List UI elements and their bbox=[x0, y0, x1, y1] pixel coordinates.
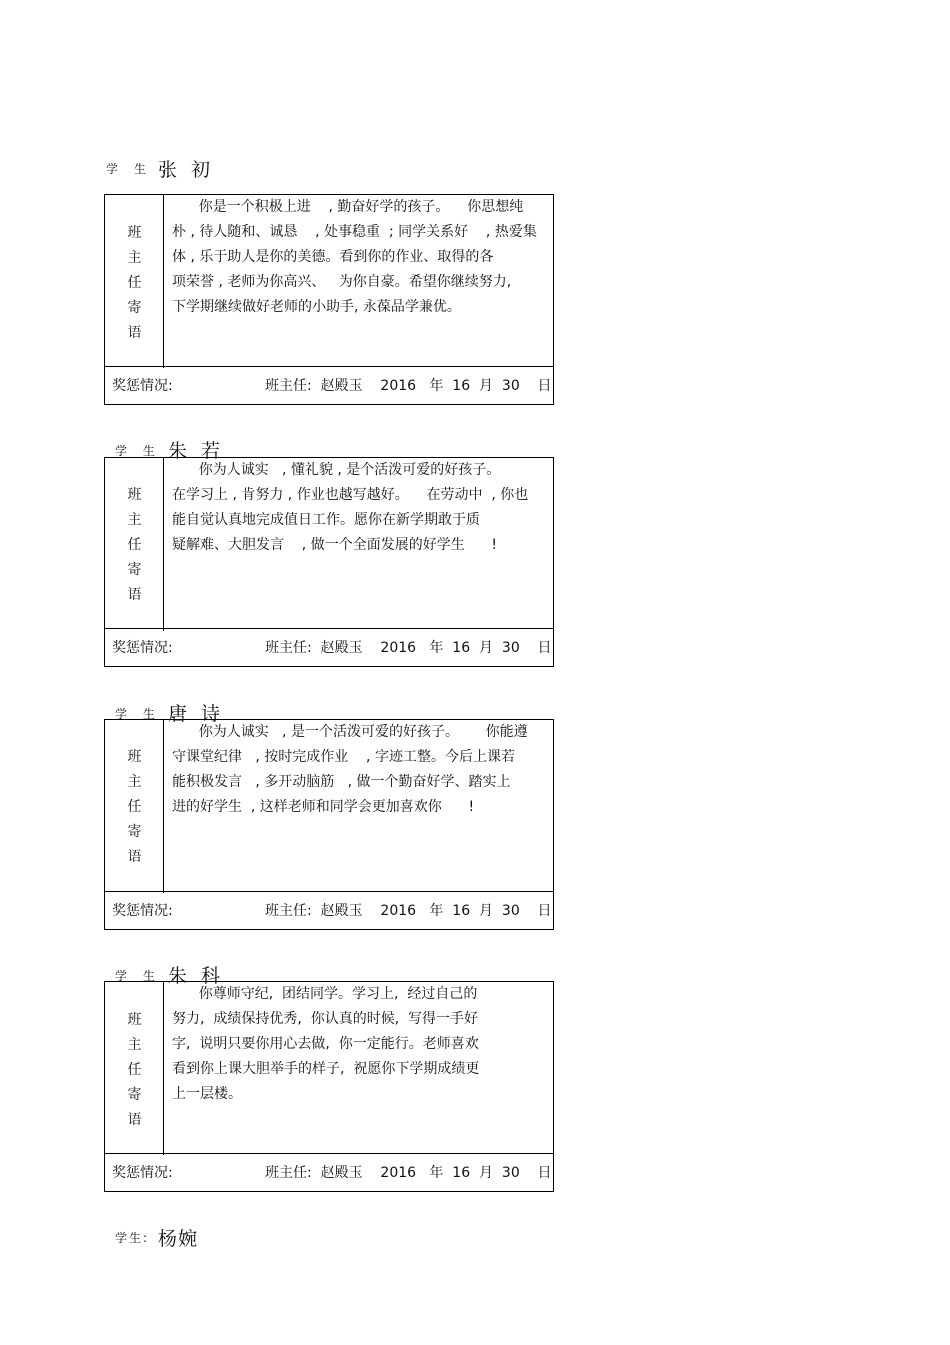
comment-line: 在学习上 , 肯努力 , 作业也越写越好。 在劳动中 , 你也 bbox=[172, 487, 529, 503]
comment-line: 你为人诚实 , 懂礼貌 , 是个活泼可爱的好孩子。 bbox=[172, 462, 501, 478]
comment-line: 字, 说明只要你用心去做, 你一定能行。老师喜欢 bbox=[172, 1036, 479, 1052]
side-label-char: 语 bbox=[127, 849, 142, 865]
side-label-char: 主 bbox=[127, 250, 142, 266]
side-label-char: 语 bbox=[127, 325, 142, 341]
side-label bbox=[105, 458, 164, 631]
student-name: 张 初 bbox=[158, 159, 215, 181]
awards-label: 奖惩情况: bbox=[112, 1165, 173, 1181]
comment-line: 能自觉认真地完成值日工作。愿你在新学期敢于质 bbox=[172, 512, 480, 528]
teacher-signature: 班主任: 赵殿玉 2016 年 16 月 30 日 bbox=[265, 1165, 552, 1181]
comment-line: 努力, 成绩保持优秀, 你认真的时候, 写得一手好 bbox=[172, 1011, 479, 1027]
side-label-char: 主 bbox=[127, 774, 142, 790]
awards-label: 奖惩情况: bbox=[112, 903, 173, 919]
card-footer bbox=[105, 1153, 553, 1191]
side-label-char: 寄 bbox=[127, 562, 142, 578]
comment-line: 你是一个积极上进 , 勤奋好学的孩子。 你思想纯 bbox=[172, 199, 524, 215]
side-label-char: 任 bbox=[127, 799, 142, 815]
student-name: 朱 若 bbox=[168, 440, 225, 462]
side-label-char: 任 bbox=[127, 275, 142, 291]
student-label: 学 生 : bbox=[115, 707, 181, 721]
awards-label: 奖惩情况: bbox=[112, 640, 173, 656]
comment-card bbox=[104, 981, 554, 1192]
side-label bbox=[105, 195, 164, 368]
comment-line: 看到你上课大胆举手的样子, 祝愿你下学期成绩更 bbox=[172, 1061, 480, 1077]
student-name: 唐 诗 bbox=[168, 703, 225, 725]
side-label-char: 班 bbox=[127, 225, 142, 241]
side-label-char: 班 bbox=[127, 749, 142, 765]
comment-line: 守课堂纪律 , 按时完成作业 , 字迹工整。今后上课若 bbox=[172, 749, 515, 765]
comment-line: 下学期继续做好老师的小助手, 永葆品学兼优。 bbox=[172, 299, 461, 315]
comment-text bbox=[172, 458, 543, 558]
comment-line: 疑解难、大胆发言 , 做一个全面发展的好学生 ! bbox=[172, 537, 498, 553]
student-name: 杨婉 bbox=[158, 1228, 199, 1250]
side-label-char: 寄 bbox=[127, 824, 142, 840]
side-label-char: 语 bbox=[127, 587, 142, 603]
comment-line: 进的好学生 , 这样老师和同学会更加喜欢你 ! bbox=[172, 799, 475, 815]
teacher-signature: 班主任: 赵殿玉 2016 年 16 月 30 日 bbox=[265, 378, 552, 394]
comment-card bbox=[104, 719, 554, 930]
side-label-char: 任 bbox=[127, 1062, 142, 1078]
card-footer bbox=[105, 366, 553, 404]
comment-line: 上一层楼。 bbox=[172, 1086, 242, 1102]
side-label-char: 语 bbox=[127, 1112, 142, 1128]
side-label-char: 主 bbox=[127, 1037, 142, 1053]
comment-card bbox=[104, 457, 554, 667]
card-footer bbox=[105, 891, 553, 929]
teacher-signature: 班主任: 赵殿玉 2016 年 16 月 30 日 bbox=[265, 903, 552, 919]
side-label-char: 班 bbox=[127, 1012, 142, 1028]
teacher-signature: 班主任: 赵殿玉 2016 年 16 月 30 日 bbox=[265, 640, 552, 656]
side-label-char: 任 bbox=[127, 537, 142, 553]
comment-line: 体 , 乐于助人是你的美德。看到你的作业、取得的各 bbox=[172, 249, 494, 265]
awards-label: 奖惩情况: bbox=[112, 378, 173, 394]
side-label bbox=[105, 720, 164, 893]
student-label: 学 生 : bbox=[115, 969, 181, 983]
comment-line: 朴 , 待人随和、诚恳 , 处事稳重 ; 同学关系好 , 热爱集 bbox=[172, 224, 537, 240]
card-footer bbox=[105, 628, 553, 666]
student-label: 学 生 : bbox=[115, 444, 181, 458]
side-label-char: 班 bbox=[127, 487, 142, 503]
student-label: 学 生 : bbox=[106, 162, 172, 176]
side-label-char: 寄 bbox=[127, 300, 142, 316]
comment-text bbox=[172, 195, 543, 320]
comment-text bbox=[172, 720, 543, 820]
student-name: 朱 科 bbox=[168, 965, 225, 987]
comment-line: 项荣誉 , 老师为你高兴、 为你自豪。希望你继续努力, bbox=[172, 274, 512, 290]
side-label bbox=[105, 982, 164, 1155]
comment-line: 你为人诚实 , 是一个活泼可爱的好孩子。 你能遵 bbox=[172, 724, 528, 740]
comment-card bbox=[104, 194, 554, 405]
student-label: 学生: bbox=[115, 1231, 150, 1245]
comment-text bbox=[172, 982, 543, 1107]
side-label-char: 主 bbox=[127, 512, 142, 528]
comment-line: 能积极发言 , 多开动脑筋 , 做一个勤奋好学、踏实上 bbox=[172, 774, 511, 790]
side-label-char: 寄 bbox=[127, 1087, 142, 1103]
comment-line: 你尊师守纪, 团结同学。学习上, 经过自己的 bbox=[172, 986, 478, 1002]
